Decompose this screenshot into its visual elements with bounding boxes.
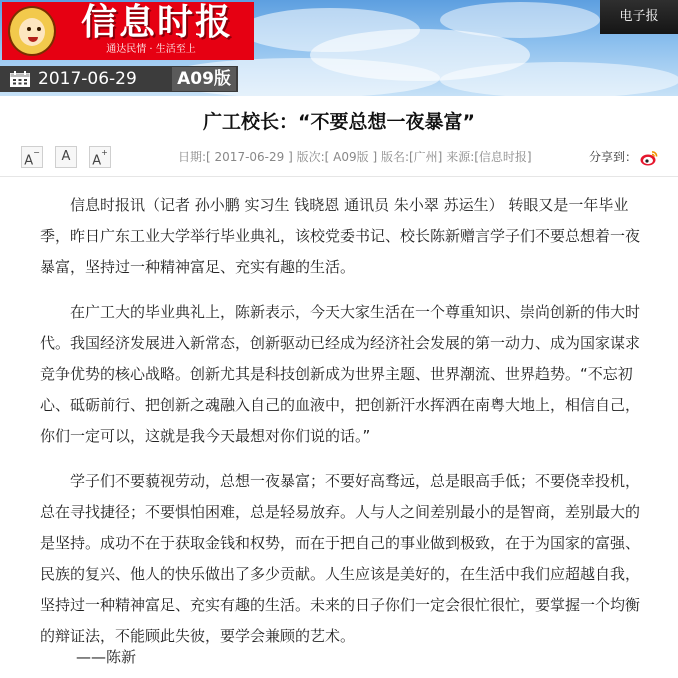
font-decrease-button[interactable]: A−: [21, 146, 43, 168]
article-toolbar: [0, 145, 678, 171]
toolbar-divider: [0, 176, 678, 177]
meta-source: 来源:[信息时报]: [446, 150, 532, 164]
article-paragraph: 在广工大的毕业典礼上，陈新表示，今天大家生活在一个尊重知识、崇尚创新的伟大时代。我国经济发展进入新常态，创新驱动已经成为经济社会发展的第一动力、成为国家谋求竞争优势的核心战略。创新尤其是科技创新成为世界主题、世界潮流、世界趋势。“不忘初心、砥砺前行、把创新之魂融入自己的血液中，把创新汗水挥洒在南粤大地上，相信自己，你们一定可以，这就是我今天最想对你们说的话。”: [40, 303, 641, 445]
epaper-link[interactable]: 电子报: [600, 0, 678, 34]
logo-slogan: 通达民情 · 生活至上: [106, 44, 196, 55]
masthead: [0, 0, 678, 96]
calendar-icon: [10, 71, 30, 87]
font-normal-button[interactable]: A: [55, 146, 77, 168]
meta-section: 版名:[广州]: [380, 150, 443, 164]
font-increase-button[interactable]: A+: [89, 146, 111, 168]
article-signature: ——陈新: [76, 648, 137, 666]
meta-date: 日期:[ 2017-06-29 ]: [178, 150, 293, 164]
newspaper-logo[interactable]: [2, 2, 254, 60]
mascot-logo: [8, 6, 56, 56]
issue-date: 2017-06-29: [38, 69, 137, 89]
article-title: 广工校长：“不要总想一夜暴富”: [203, 111, 475, 133]
article-meta: [178, 145, 532, 169]
article-paragraph: 信息时报讯（记者 孙小鹏 实习生 钱晓恩 通讯员 朱小翠 苏运生） 转眼又是一年毕业季，昨日广东工业大学举行毕业典礼，该校党委书记、校长陈新赠言学子们不要总想着一夜暴富，坚持过一种精神富足、充实有趣的生活。: [40, 196, 641, 276]
page-number-badge[interactable]: A09版: [172, 67, 236, 91]
meta-edition: 版次:[ A09版 ]: [296, 150, 378, 164]
share-label: 分享到：: [589, 150, 638, 164]
article-paragraph: 学子们不要藐视劳动，总想一夜暴富；不要好高骛远，总是眼高手低；不要侥幸投机，总在寻找捷径；不要惧怕困难，总是轻易放弃。人与人之间差别最小的是智商，差别最大的是坚持。成功不在于获取金钱和权势，而在于把自己的事业做到极致，在于为国家的富强、民族的复兴、他人的快乐做出了多少贡献。人生应该是美好的，在生活中我们应超越自我，坚持过一种精神富足、充实有趣的生活。未来的日子你们一定会很忙很忙，要掌握一个均衡的辩证法，不能顾此失彼，要学会兼顾的艺术。: [40, 472, 641, 645]
logo-title: 信息时报: [80, 2, 233, 43]
issue-date-bar: [0, 66, 238, 92]
weibo-icon[interactable]: [640, 149, 658, 167]
article-body: [40, 190, 652, 666]
